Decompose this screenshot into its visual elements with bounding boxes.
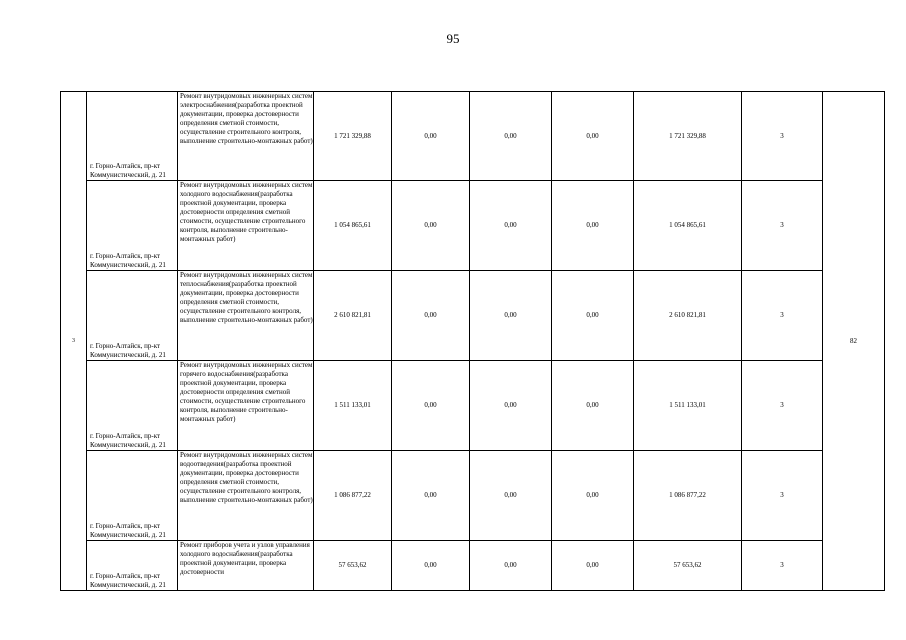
cost-col2-cell: 0,00 bbox=[392, 451, 470, 541]
table-row bbox=[61, 361, 885, 451]
right-value-cell: 82 bbox=[823, 92, 885, 591]
cost-col4-cell: 0,00 bbox=[552, 92, 634, 181]
total-cost-cell: 2 610 821,81 bbox=[314, 271, 392, 361]
address-cell: г. Горно-Алтайск, пр-кт Коммунистический, д. 21 bbox=[87, 271, 178, 361]
year-cell: 3 bbox=[742, 181, 823, 271]
total-cost-cell: 1 054 865,61 bbox=[314, 181, 392, 271]
cost-col5-cell: 1 086 877,22 bbox=[634, 451, 742, 541]
work-description-cell: Ремонт внутридомовых инженерных систем теплоснабжения(разработка проектной документации, проверка достоверности определения сметной стоимости, осуществление строительного контроля, выполнение строительно-монтажных работ) bbox=[178, 271, 314, 361]
cost-col2-cell: 0,00 bbox=[392, 181, 470, 271]
cost-col2-cell: 0,00 bbox=[392, 361, 470, 451]
address-cell: г. Горно-Алтайск, пр-кт Коммунистический, д. 21 bbox=[87, 361, 178, 451]
cost-col2-cell: 0,00 bbox=[392, 541, 470, 591]
total-cost-cell: 1 086 877,22 bbox=[314, 451, 392, 541]
total-cost-cell: 1 511 133,01 bbox=[314, 361, 392, 451]
cost-col5-cell: 1 721 329,88 bbox=[634, 92, 742, 181]
cost-col2-cell: 0,00 bbox=[392, 92, 470, 181]
work-description-cell: Ремонт внутридомовых инженерных систем холодного водоснабжения(разработка проектной документации, проверка достоверности определения сметной стоимости, осуществление строительного контроля, выполнение строительно-монтажных работ) bbox=[178, 181, 314, 271]
address-cell: г. Горно-Алтайск, пр-кт Коммунистический, д. 21 bbox=[87, 541, 178, 591]
cost-col5-cell: 1 511 133,01 bbox=[634, 361, 742, 451]
cost-col3-cell: 0,00 bbox=[470, 92, 552, 181]
cost-col3-cell: 0,00 bbox=[470, 271, 552, 361]
address-cell: г. Горно-Алтайск, пр-кт Коммунистический, д. 21 bbox=[87, 92, 178, 181]
total-cost-cell: 57 653,62 bbox=[314, 541, 392, 591]
cost-col5-cell: 1 054 865,61 bbox=[634, 181, 742, 271]
table-row bbox=[61, 92, 885, 181]
cost-col4-cell: 0,00 bbox=[552, 451, 634, 541]
table-row bbox=[61, 451, 885, 541]
total-cost-cell: 1 721 329,88 bbox=[314, 92, 392, 181]
cost-col4-cell: 0,00 bbox=[552, 181, 634, 271]
cost-col2-cell: 0,00 bbox=[392, 271, 470, 361]
cost-col5-cell: 2 610 821,81 bbox=[634, 271, 742, 361]
work-description-cell: Ремонт внутридомовых инженерных систем электроснабжения(разработка проектной документации, проверка достоверности определения сметной стоимости, осуществление строительного контроля, выполнение строительно-монтажных работ) bbox=[178, 92, 314, 181]
cost-col3-cell: 0,00 bbox=[470, 181, 552, 271]
page-number: 95 bbox=[446, 31, 460, 46]
year-cell: 3 bbox=[742, 271, 823, 361]
year-cell: 3 bbox=[742, 541, 823, 591]
cost-col4-cell: 0,00 bbox=[552, 361, 634, 451]
table-row bbox=[61, 541, 885, 591]
year-cell: 3 bbox=[742, 92, 823, 181]
table-row bbox=[61, 181, 885, 271]
address-cell: г. Горно-Алтайск, пр-кт Коммунистический, д. 21 bbox=[87, 451, 178, 541]
cost-col3-cell: 0,00 bbox=[470, 541, 552, 591]
work-description-cell: Ремонт внутридомовых инженерных систем водоотведения(разработка проектной документации, проверка достоверности определения сметной стоимости, осуществление строительного контроля, выполнение строительно-монтажных работ) bbox=[178, 451, 314, 541]
cost-col4-cell: 0,00 bbox=[552, 271, 634, 361]
row-number-cell: 3 bbox=[61, 92, 87, 591]
works-table bbox=[60, 91, 885, 591]
year-cell: 3 bbox=[742, 361, 823, 451]
work-description-cell: Ремонт приборов учета и узлов управления холодного водоснабжения(разработка проектной документации, проверка достоверности bbox=[178, 541, 314, 591]
address-cell: г. Горно-Алтайск, пр-кт Коммунистический, д. 21 bbox=[87, 181, 178, 271]
year-cell: 3 bbox=[742, 451, 823, 541]
cost-col5-cell: 57 653,62 bbox=[634, 541, 742, 591]
cost-col4-cell: 0,00 bbox=[552, 541, 634, 591]
work-description-cell: Ремонт внутридомовых инженерных систем горячего водоснабжения(разработка проектной документации, проверка достоверности определения сметной стоимости, осуществление строительного контроля, выполнение строительно-монтажных работ) bbox=[178, 361, 314, 451]
cost-col3-cell: 0,00 bbox=[470, 361, 552, 451]
cost-col3-cell: 0,00 bbox=[470, 451, 552, 541]
table-row bbox=[61, 271, 885, 361]
